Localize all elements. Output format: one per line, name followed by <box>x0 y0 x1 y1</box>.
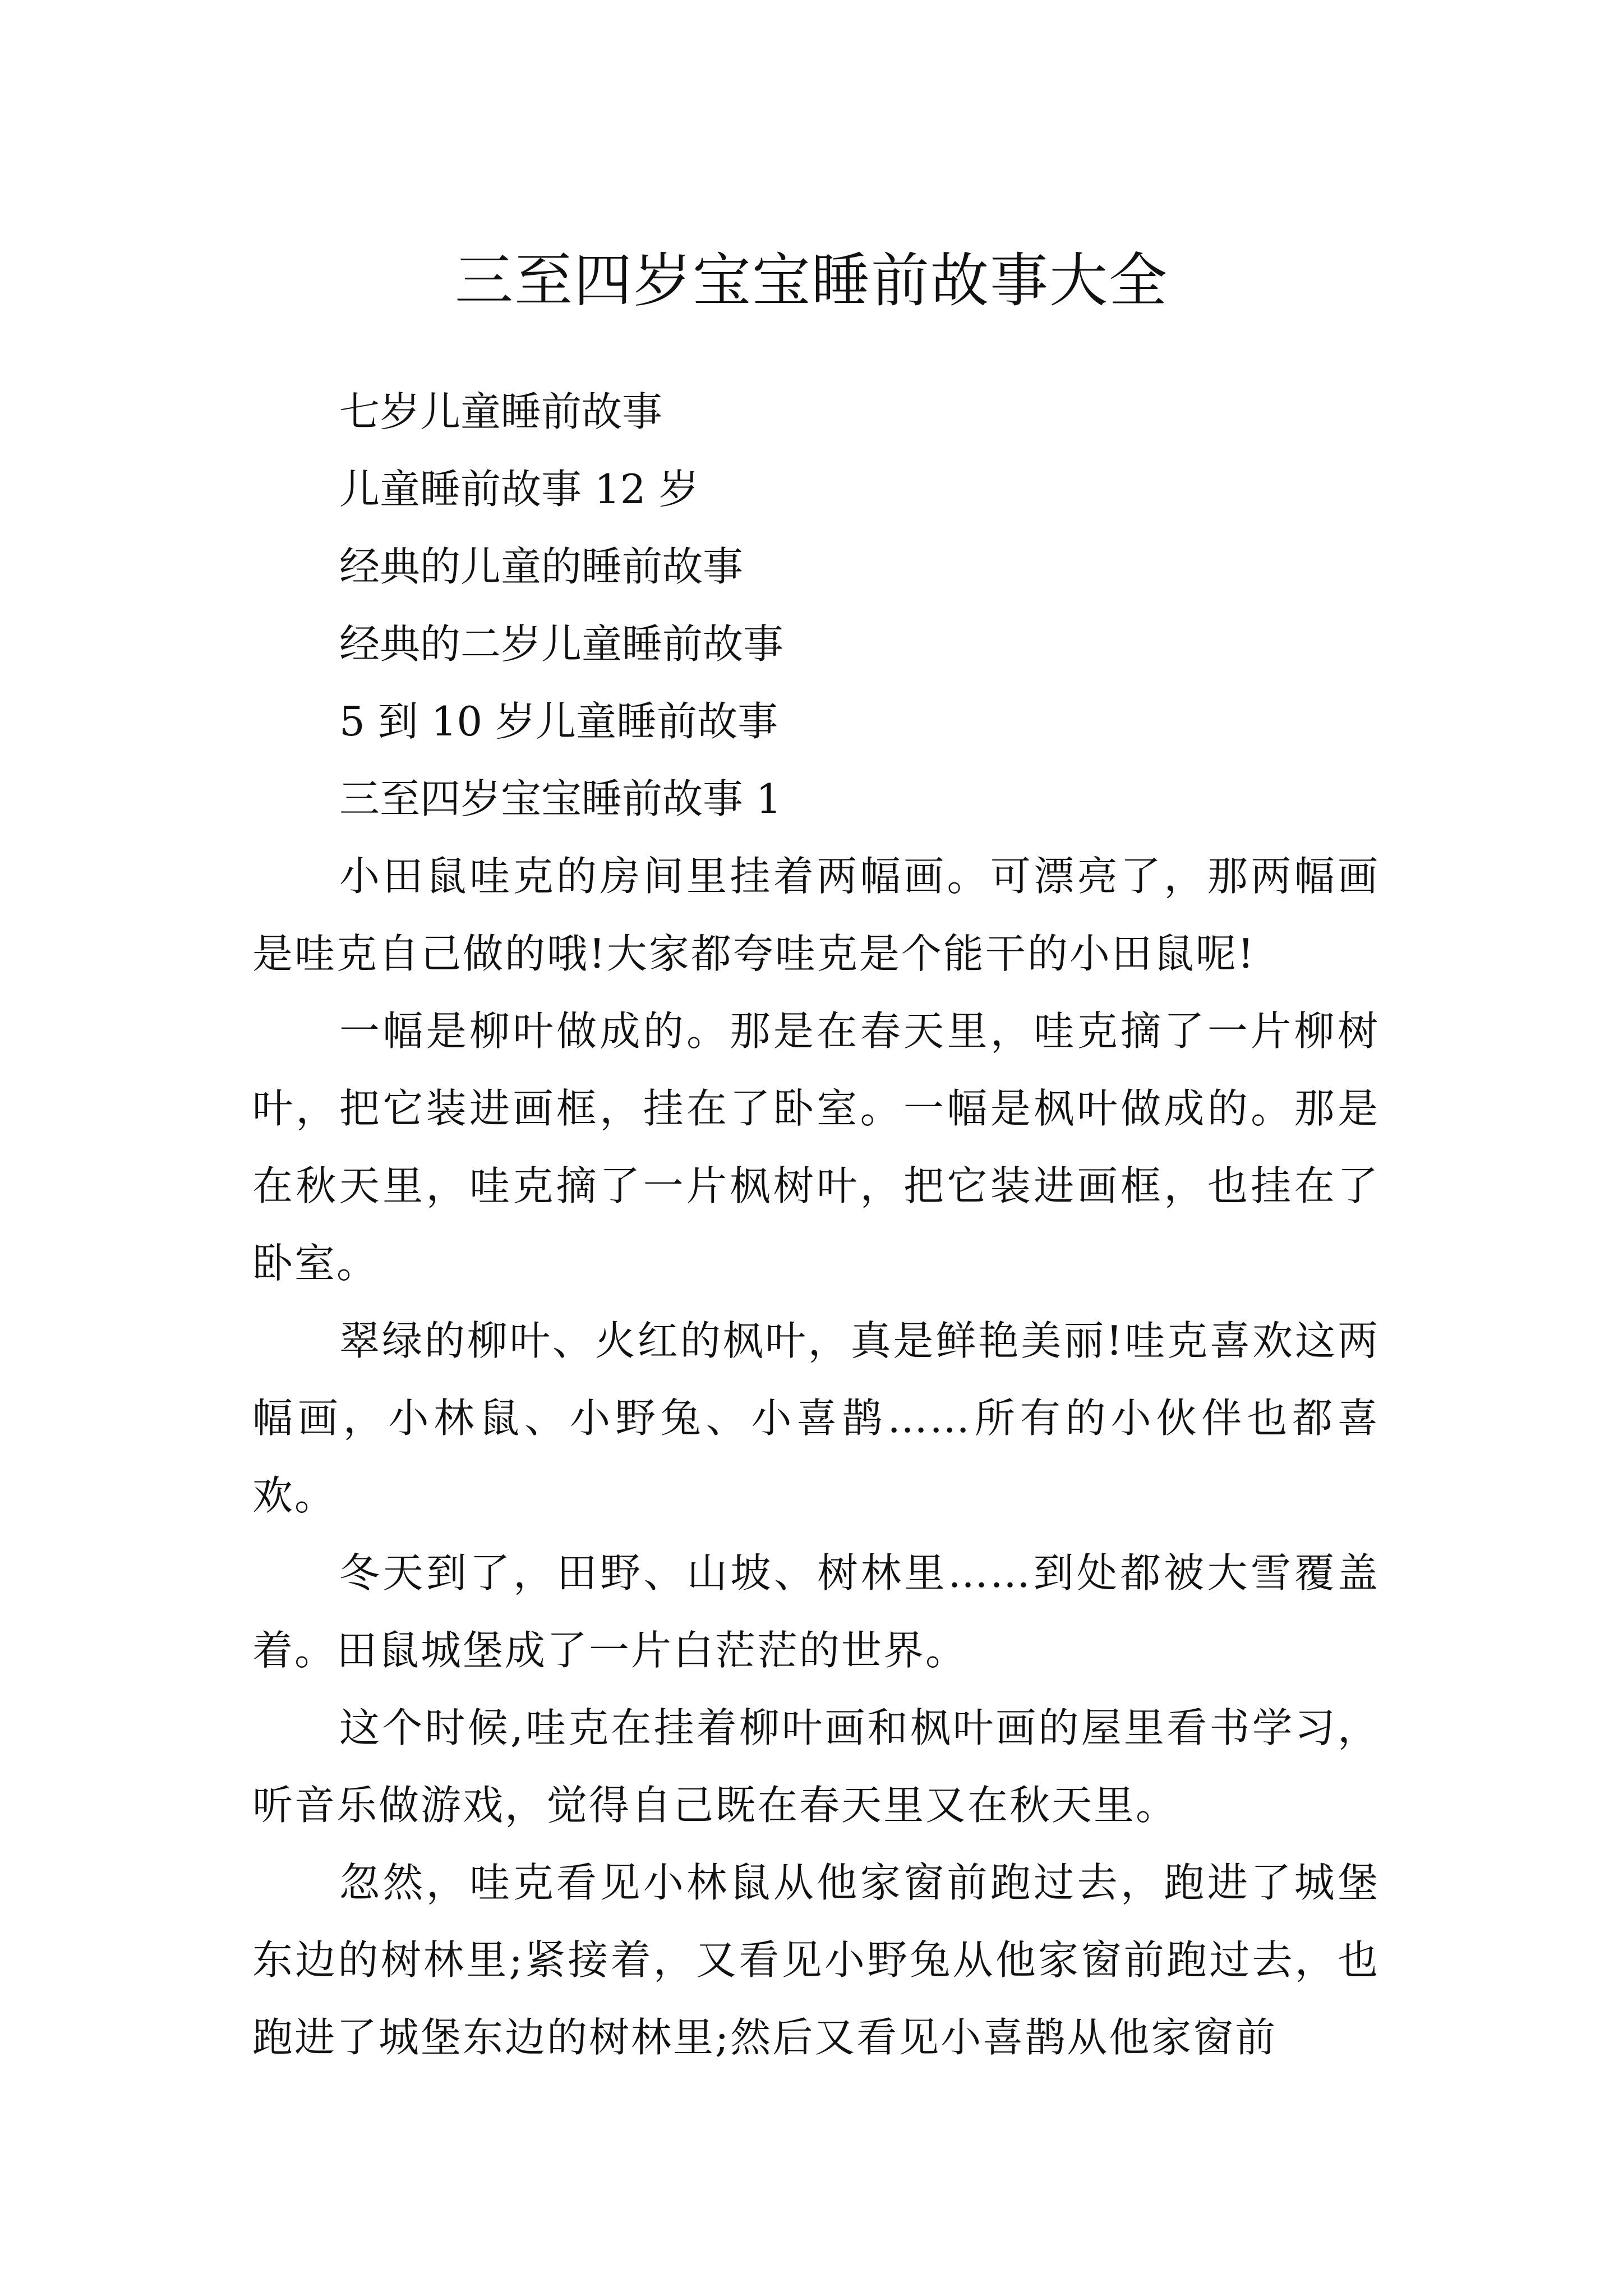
list-item: 三至四岁宝宝睡前故事 1 <box>339 775 782 822</box>
story-paragraph: 一幅是柳叶做成的。那是在春天里，哇克摘了一片柳树叶，把它装进画框，挂在了卧室。一幅是枫叶做成的。那是在秋天里，哇克摘了一片枫树叶，把它装进画框，也挂在了卧室。 <box>252 1007 1380 1287</box>
list-item: 5 到 10 岁儿童睡前故事 <box>339 698 778 745</box>
story-paragraph: 小田鼠哇克的房间里挂着两幅画。可漂亮了，那两幅画是哇克自己做的哦!大家都夸哇克是个能干的小田鼠呢! <box>252 853 1380 977</box>
story-paragraph: 冬天到了，田野、山坡、树林里……到处都被大雪覆盖着。田鼠城堡成了一片白茫茫的世界。 <box>252 1549 1380 1674</box>
document-title: 三至四岁宝宝睡前故事大全 <box>454 246 1168 315</box>
story-paragraph: 翠绿的柳叶、火红的枫叶，真是鲜艳美丽!哇克喜欢这两幅画，小林鼠、小野兔、小喜鹊……所有的小伙伴也都喜欢。 <box>252 1317 1380 1519</box>
story-paragraph: 忽然，哇克看见小林鼠从他家窗前跑过去，跑进了城堡东边的树林里;紧接着，又看见小野兔从他家窗前跑过去，也跑进了城堡东边的树林里;然后又看见小喜鹊从他家窗前 <box>252 1859 1380 2061</box>
story-paragraph: 这个时候,哇克在挂着柳叶画和枫叶画的屋里看书学习，听音乐做游戏，觉得自己既在春天里又在秋天里。 <box>252 1704 1380 1829</box>
list-item: 七岁儿童睡前故事 <box>339 388 663 435</box>
list-item: 经典的二岁儿童睡前故事 <box>339 620 784 668</box>
list-item: 经典的儿童的睡前故事 <box>339 543 744 590</box>
list-item: 儿童睡前故事 12 岁 <box>339 466 699 513</box>
document-body <box>252 373 1380 2076</box>
